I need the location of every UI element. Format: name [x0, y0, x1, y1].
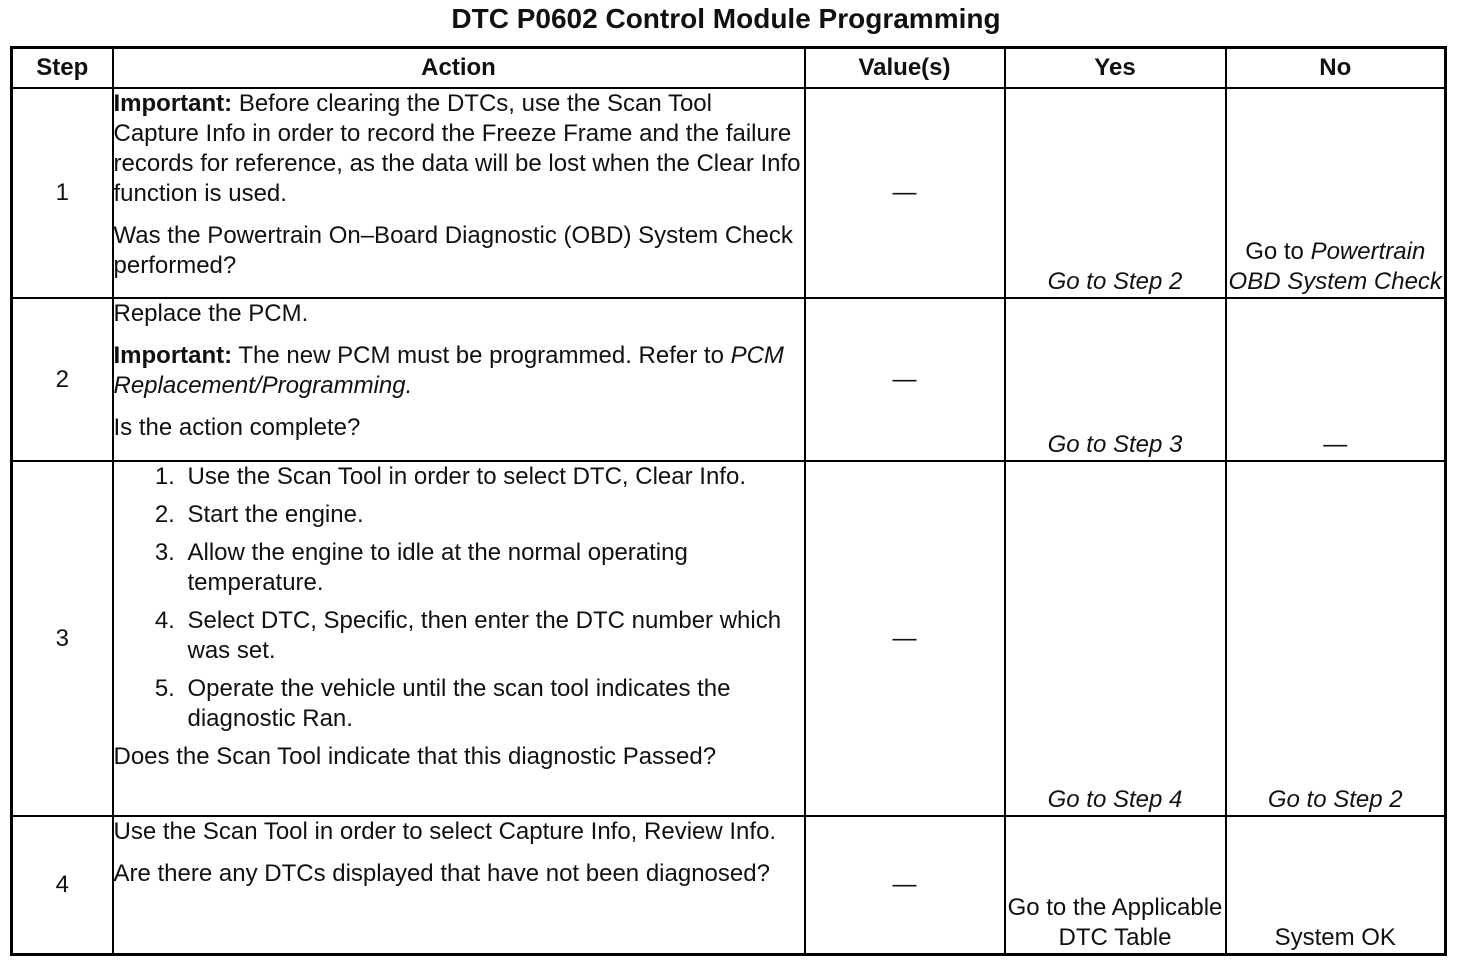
procedure-list — [114, 462, 804, 734]
yes-cell: Go to Step 2 — [1005, 88, 1226, 298]
procedure-step: 4. Select DTC, Specific, then enter the DTC number which was set. — [182, 606, 804, 666]
action-question: Is the action complete? — [113, 414, 361, 441]
no-reference: Powertrain OBD System Check — [1228, 238, 1442, 295]
step-number: 1 — [12, 88, 113, 298]
action-instruction: Use the Scan Tool in order to select Capture Info, Review Info. — [113, 818, 777, 845]
important-note — [114, 341, 804, 401]
step-number: 4 — [12, 816, 113, 954]
no-cell: System OK — [1226, 816, 1446, 954]
action-cell — [113, 88, 805, 298]
value-cell: — — [805, 88, 1005, 298]
important-reference: PCM Replacement/Programming. — [113, 342, 784, 399]
important-label: Important: — [113, 90, 233, 117]
header-no: No — [1226, 48, 1446, 89]
header-action: Action — [113, 48, 805, 89]
table-header-row — [12, 48, 1446, 89]
action-question: Was the Powertrain On–Board Diagnostic (OBD) System Check performed? — [113, 222, 793, 279]
header-values: Value(s) — [805, 48, 1005, 89]
value-cell: — — [805, 298, 1005, 461]
table-row — [12, 298, 1446, 461]
diagnostic-table — [10, 46, 1447, 956]
page-title: DTC P0602 Control Module Programming — [451, 3, 1001, 34]
important-label: Important: — [113, 342, 233, 369]
no-cell: — — [1226, 298, 1446, 461]
table-row — [12, 461, 1446, 816]
action-cell — [113, 461, 805, 816]
step-number: 2 — [12, 298, 113, 461]
action-question: Does the Scan Tool indicate that this diagnostic Passed? — [113, 743, 717, 770]
step-number: 3 — [12, 461, 113, 816]
action-instruction: Replace the PCM. — [113, 300, 309, 327]
header-step: Step — [12, 48, 113, 89]
header-yes: Yes — [1005, 48, 1226, 89]
value-cell: — — [805, 461, 1005, 816]
procedure-step: 3. Allow the engine to idle at the normal operating temperature. — [182, 538, 804, 598]
table-row — [12, 816, 1446, 954]
action-cell — [113, 816, 805, 954]
yes-cell: Go to Step 3 — [1005, 298, 1226, 461]
procedure-step: 1. Use the Scan Tool in order to select DTC, Clear Info. — [182, 462, 804, 492]
no-cell: Go to Step 2 — [1226, 461, 1446, 816]
important-text: The new PCM must be programmed. Refer to — [232, 342, 731, 369]
yes-cell: Go to Step 4 — [1005, 461, 1226, 816]
table-row — [12, 88, 1446, 298]
procedure-step: 2. Start the engine. — [182, 500, 804, 530]
important-note — [114, 89, 804, 209]
value-cell: — — [805, 816, 1005, 954]
no-cell — [1226, 88, 1446, 298]
important-text: Before clearing the DTCs, use the Scan Tool Capture Info in order to record the Freeze Frame and the failure records for reference, as the data will be lost when the Clear Info function is used. — [113, 90, 801, 207]
action-cell — [113, 298, 805, 461]
procedure-step: 5. Operate the vehicle until the scan tool indicates the diagnostic Ran. — [182, 674, 804, 734]
no-prefix: Go to — [1245, 238, 1311, 265]
action-question: Are there any DTCs displayed that have not been diagnosed? — [113, 860, 770, 887]
yes-cell: Go to the Applicable DTC Table — [1005, 816, 1226, 954]
